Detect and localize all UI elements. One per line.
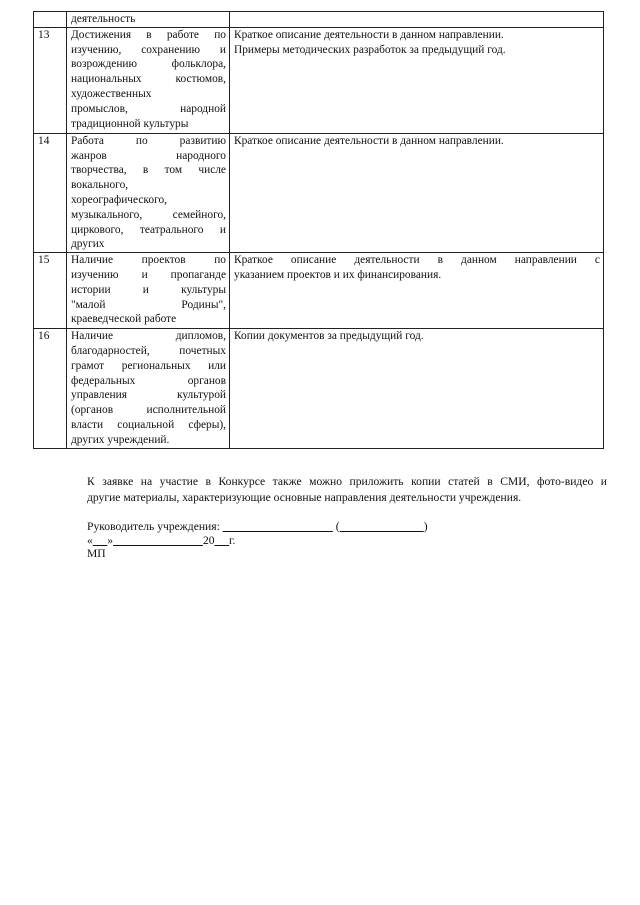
criterion-line: грамот региональных или (71, 359, 226, 372)
criterion-line: власти социальной сферы), (71, 418, 226, 431)
criterion-line: национальных костюмов, (71, 73, 226, 86)
criterion-line: Достижения в работе по (71, 28, 226, 41)
criterion-line: изучению и пропаганде (71, 268, 226, 281)
description-line: Копии документов за предыдущий год. (234, 330, 424, 343)
date-year-prefix: 20 (202, 533, 215, 547)
stamp-label: МП (87, 547, 106, 560)
note-line-1: К заявке на участие в Конкурсе также можно приложить копии статей в СМИ, фото-видео и (87, 475, 607, 488)
criterion-cell (67, 253, 230, 329)
table-row (34, 329, 604, 448)
criterion-line: истории и культуры (71, 283, 226, 296)
table-row (34, 253, 604, 329)
signature-block (87, 520, 428, 561)
criterion-line: промыслов, народной (71, 102, 226, 115)
date-quote-open: « (87, 533, 93, 547)
date-month-blank (113, 534, 203, 547)
criterion-line: жанров народного (71, 149, 226, 162)
paren-close: ) (423, 520, 428, 533)
criterion-line: благодарностей, почетных (71, 344, 226, 357)
head-label: Руководитель учреждения: (87, 520, 223, 533)
description-line: Краткое описание деятельности в данном направлении. (234, 28, 504, 41)
criterion-line: других (71, 238, 105, 251)
head-signature-line (87, 520, 428, 534)
criterion-line: других учреждений. (71, 433, 170, 446)
criterion-line: хореографического, (71, 193, 168, 206)
criterion-line: "малой Родины", (71, 298, 226, 311)
table-row-fragment (34, 12, 604, 28)
row-number-cell: 14 (34, 133, 67, 252)
criteria-table (33, 11, 604, 449)
date-suffix: г. (229, 533, 236, 547)
criterion-cell: деятельность (67, 12, 230, 28)
criterion-line: традиционной культуры (71, 117, 189, 130)
criterion-line: изучению, сохранению и (71, 43, 226, 56)
criterion-line: циркового, театрального и (71, 223, 226, 236)
row-number-cell (34, 12, 67, 28)
criterion-line: федеральных органов (71, 374, 226, 387)
description-cell (230, 329, 604, 448)
criterion-line: Работа по развитию (71, 134, 226, 147)
criterion-cell (67, 27, 230, 133)
criterion-line: (органов исполнительной (71, 404, 226, 417)
row-number-cell: 13 (34, 27, 67, 133)
description-cell (230, 133, 604, 252)
date-quote-close: » (107, 533, 114, 547)
note-line-2: другие материалы, характеризующие основные направления деятельности учреждения. (87, 491, 522, 504)
row-number-cell: 15 (34, 253, 67, 329)
signature-blank (223, 520, 333, 533)
description-text (234, 28, 600, 58)
criterion-line: творчества, в том числе (71, 164, 226, 177)
criterion-line: краеведческой работе (71, 313, 177, 326)
criterion-line: Наличие проектов по (71, 254, 226, 267)
attachment-note (87, 474, 607, 506)
row-number-cell: 16 (34, 329, 67, 448)
date-day-blank (93, 534, 108, 547)
description-text (234, 329, 600, 344)
description-line: Краткое описание деятельности в данном направлении. (234, 134, 504, 147)
table-row (34, 133, 604, 252)
description-text (234, 253, 600, 283)
description-text (234, 134, 600, 149)
description-cell (230, 27, 604, 133)
criterion-line: управления культурой (71, 389, 226, 402)
description-cell (230, 253, 604, 329)
criterion-line: вокального, (71, 179, 129, 192)
name-blank (340, 520, 424, 533)
criterion-cell (67, 329, 230, 448)
criterion-line: художественных (71, 87, 152, 100)
criterion-line: возрождению фольклора, (71, 58, 226, 71)
description-line: Примеры методических разработок за предыдущий год. (234, 43, 506, 56)
description-cell (230, 12, 604, 28)
criterion-line: Наличие дипломов, (71, 330, 226, 343)
description-line: Краткое описание деятельности в данном направлении с (234, 254, 600, 267)
table-row (34, 27, 604, 133)
description-line: указанием проектов и их финансирования. (234, 268, 442, 281)
date-year-blank (215, 534, 230, 547)
criterion-cell (67, 133, 230, 252)
criterion-line: музыкального, семейного, (71, 208, 226, 221)
date-line (87, 534, 428, 548)
paren-open: ( (335, 520, 340, 533)
